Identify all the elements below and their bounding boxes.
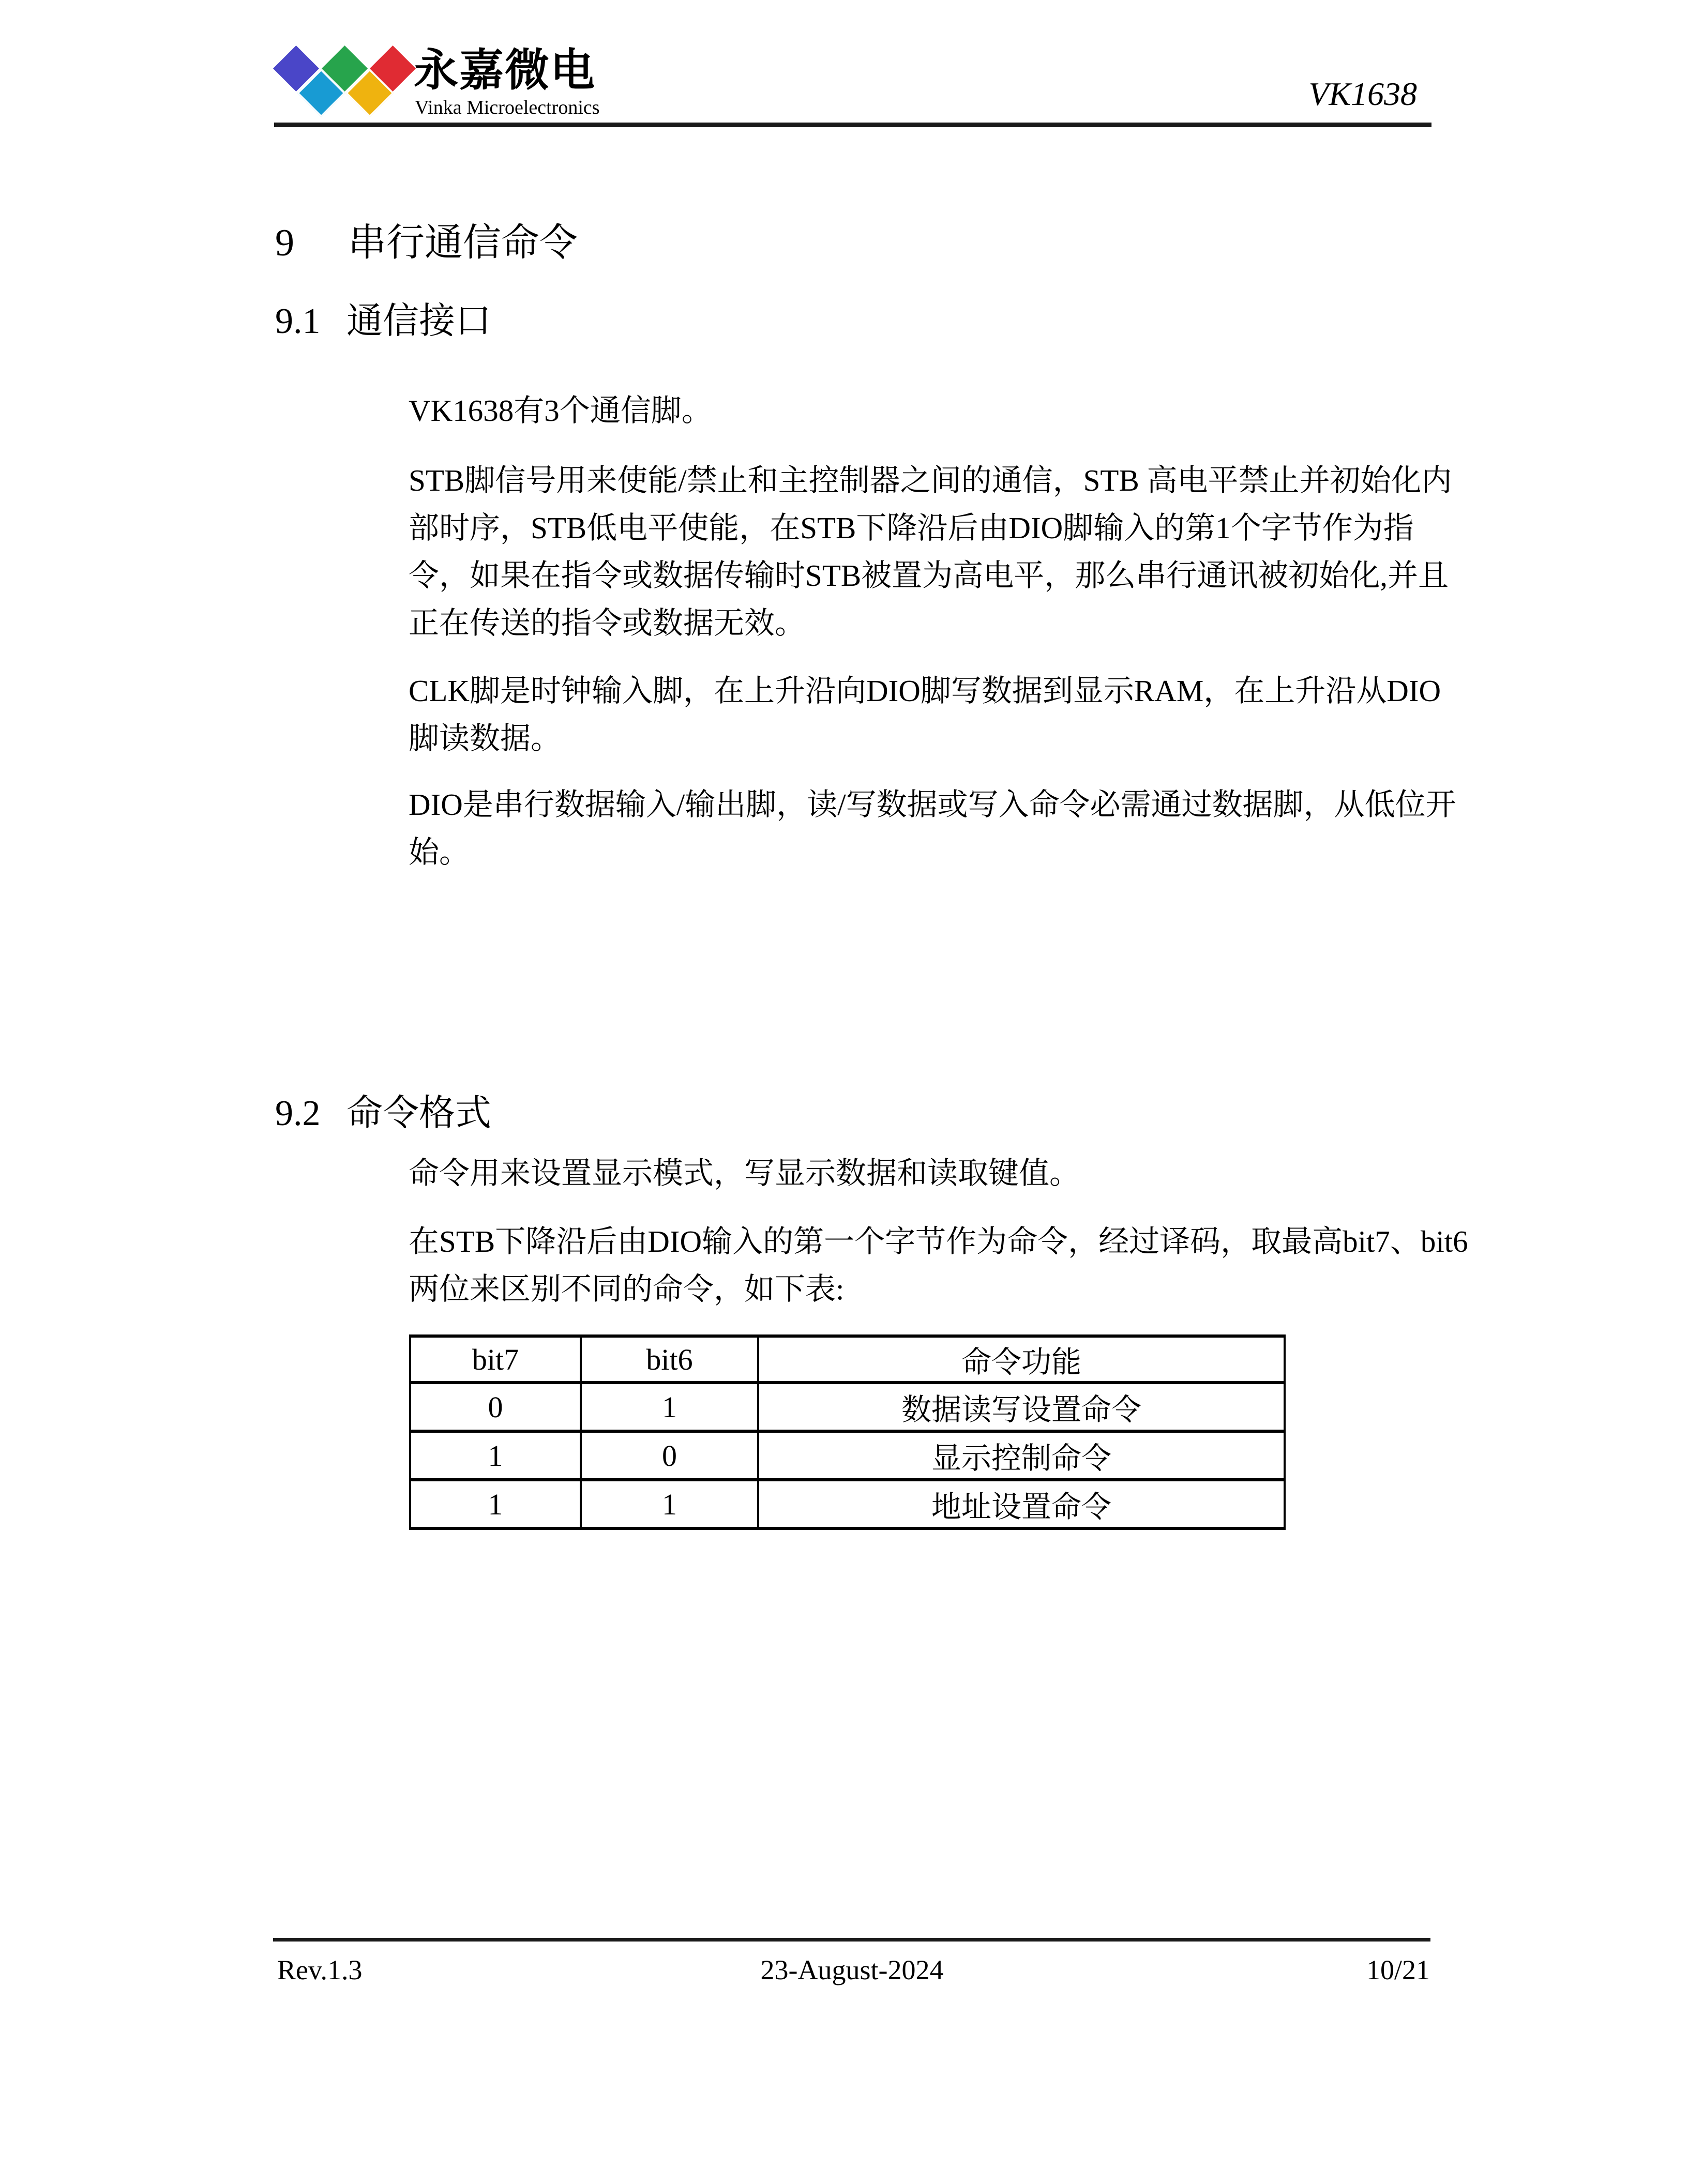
- section-9-1-heading: [0, 302, 1688, 341]
- section-9-title: 串行通信命令: [348, 222, 578, 264]
- paragraph-line: 始。: [409, 835, 470, 869]
- table-row: [409, 1433, 1286, 1481]
- section-9-1-number: 9.1: [275, 301, 321, 341]
- paragraph-dio: [409, 781, 1456, 876]
- paragraph-line: VK1638有3个通信脚。: [409, 393, 712, 428]
- header-rule: [274, 123, 1431, 127]
- footer-date: 23-August-2024: [760, 1954, 944, 1985]
- table-cell: 1: [582, 1481, 759, 1530]
- table-cell: 0: [582, 1433, 759, 1481]
- footer-page-number: 10/21: [1366, 1954, 1430, 1985]
- paragraph-line: 令，如果在指令或数据传输时STB被置为高电平，那么串行通讯被初始化,并且: [409, 558, 1449, 593]
- logo-company-name: 永嘉微电: [414, 46, 596, 95]
- section-9-1-title: 通信接口: [346, 301, 491, 341]
- table-cell: 数据读写设置命令: [759, 1384, 1286, 1433]
- table-cell: 显示控制命令: [759, 1433, 1286, 1481]
- table-row: [409, 1481, 1286, 1530]
- command-table: [409, 1334, 1286, 1530]
- paragraph-clk: [409, 667, 1441, 762]
- section-9-number: 9: [275, 222, 294, 264]
- paragraph-line: 部时序，STB低电平使能，在STB下降沿后由DIO脚输入的第1个字节作为指: [409, 511, 1414, 545]
- table-cell: 1: [409, 1433, 582, 1481]
- page-header: [0, 0, 1688, 134]
- table-cell: 1: [582, 1384, 759, 1433]
- paragraph-pins-intro: [409, 387, 1409, 434]
- document-part-number: VK1638: [1308, 75, 1417, 112]
- section-9-2-number: 9.2: [275, 1094, 321, 1133]
- paragraph-line: 两位来区别不同的命令，如下表:: [409, 1272, 845, 1306]
- paragraph-line: DIO是串行数据输入/输出脚，读/写数据或写入命令必需通过数据脚，从低位开: [409, 787, 1456, 822]
- section-9-2-heading: [0, 1094, 1688, 1133]
- table-cell: 0: [409, 1384, 582, 1433]
- table-header-bit7: bit7: [409, 1334, 582, 1384]
- paragraph-line: 在STB下降沿后由DIO输入的第一个字节作为命令，经过译码，取最高bit7、bit6: [409, 1224, 1468, 1258]
- paragraph-command-decode: [409, 1218, 1468, 1313]
- table-header-bit6: bit6: [582, 1334, 759, 1384]
- table-header-function: 命令功能: [759, 1334, 1286, 1384]
- paragraph-line: STB脚信号用来使能/禁止和主控制器之间的通信，STB 高电平禁止并初始化内: [409, 463, 1452, 497]
- paragraph-line: 命令用来设置显示模式，写显示数据和读取键值。: [409, 1156, 1080, 1190]
- table-row: [409, 1384, 1286, 1433]
- footer-revision: Rev.1.3: [277, 1954, 363, 1985]
- footer-rule: [273, 1938, 1430, 1942]
- paragraph-command-purpose: [409, 1149, 1409, 1197]
- paragraph-line: 正在传送的指令或数据无效。: [409, 606, 806, 640]
- paragraph-line: CLK脚是时钟输入脚，在上升沿向DIO脚写数据到显示RAM，在上升沿从DIO: [409, 674, 1441, 708]
- section-9-heading: [0, 222, 1688, 264]
- table-cell: 1: [409, 1481, 582, 1530]
- table-header-row: [409, 1334, 1286, 1384]
- table-cell: 地址设置命令: [759, 1481, 1286, 1530]
- section-9-2-title: 命令格式: [346, 1094, 491, 1133]
- logo-company-subtitle: Vinka Microelectronics: [415, 97, 600, 118]
- paragraph-line: 脚读数据。: [409, 721, 562, 755]
- paragraph-stb: [409, 457, 1452, 647]
